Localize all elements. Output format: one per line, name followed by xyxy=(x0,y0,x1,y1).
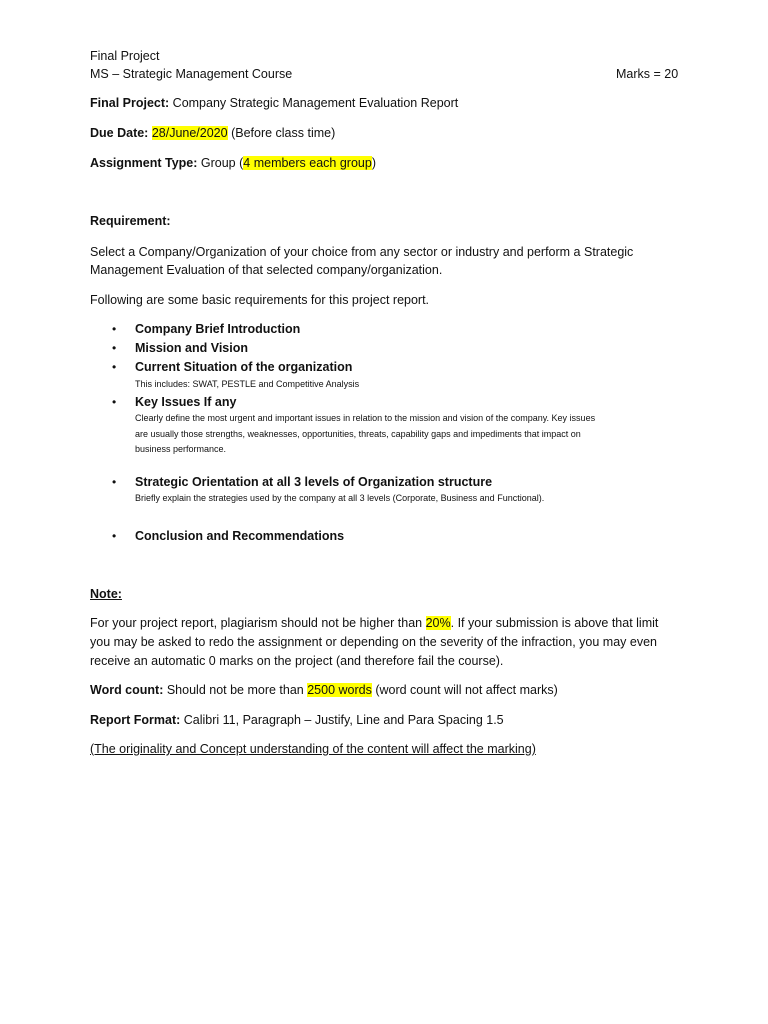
note-line3: receive an automatic 0 marks on the project (and therefore fail the course). xyxy=(90,654,504,668)
word-count-pre: Should not be more than xyxy=(163,683,308,697)
final-project-line xyxy=(90,95,458,111)
plagiarism-limit-highlight: 20% xyxy=(425,616,451,630)
note-line1-pre: For your project report, plagiarism should not be higher than xyxy=(90,616,426,630)
course-name: MS – Strategic Management Course xyxy=(90,67,293,81)
due-date-line xyxy=(90,125,335,141)
note-line1-post: . If your submission is above that limit xyxy=(450,616,659,630)
assignment-type-label: Assignment Type: xyxy=(90,156,198,170)
due-date-note: (Before class time) xyxy=(227,126,336,140)
report-format-value: Calibri 11, Paragraph – Justify, Line and Para Spacing 1.5 xyxy=(180,713,504,727)
word-count-highlight: 2500 words xyxy=(307,683,372,697)
bullet-marker: • xyxy=(112,395,117,409)
originality-note: (The originality and Concept understanding of the content will affect the marking) xyxy=(90,742,536,756)
bullet-marker: • xyxy=(112,529,117,543)
list-item-title: Company Brief Introduction xyxy=(135,322,301,336)
marks: Marks = 20 xyxy=(616,67,679,81)
list-item-title: Conclusion and Recommendations xyxy=(135,529,345,543)
group-size-highlight: 4 members each group xyxy=(243,156,372,170)
list-item-title: Key Issues If any xyxy=(135,395,237,409)
list-item-description: business performance. xyxy=(135,444,227,454)
assignment-type-value: Group ( xyxy=(197,156,244,170)
requirement-heading: Requirement: xyxy=(90,214,171,228)
list-item-title: Mission and Vision xyxy=(135,341,248,355)
bullet-marker: • xyxy=(112,360,117,374)
header-title: Final Project xyxy=(90,49,160,63)
list-item-title: Strategic Orientation at all 3 levels of Organization structure xyxy=(135,475,493,489)
report-format-line xyxy=(90,712,504,728)
requirement-intro: Following are some basic requirements for this project report. xyxy=(90,293,430,307)
final-project-label: Final Project: xyxy=(90,96,170,110)
bullet-marker: • xyxy=(112,475,117,489)
note-heading: Note: xyxy=(90,587,122,601)
word-count-line xyxy=(90,682,558,698)
requirement-para-line2: Management Evaluation of that selected company/organization. xyxy=(90,263,443,277)
final-project-value: Company Strategic Management Evaluation Report xyxy=(169,96,459,110)
assignment-type-close: ) xyxy=(371,156,376,170)
requirement-para-line1: Select a Company/Organization of your choice from any sector or industry and perform a Strategic xyxy=(90,245,634,259)
list-item-description: are usually those strengths, weaknesses, opportunities, threats, capability gaps and impediments that impact on xyxy=(135,429,581,439)
assignment-type-line xyxy=(90,155,376,171)
bullet-marker: • xyxy=(112,341,117,355)
bullet-marker: • xyxy=(112,322,117,336)
list-item-title: Current Situation of the organization xyxy=(135,360,353,374)
list-item-description: This includes: SWAT, PESTLE and Competitive Analysis xyxy=(135,379,360,389)
word-count-label: Word count: xyxy=(90,683,164,697)
due-date-label: Due Date: xyxy=(90,126,149,140)
report-format-label: Report Format: xyxy=(90,713,181,727)
note-line2: you may be asked to redo the assignment or depending on the severity of the infraction, you may even xyxy=(90,635,658,649)
list-item-description: Briefly explain the strategies used by the company at all 3 levels (Corporate, Business and Functional). xyxy=(135,493,545,503)
list-item-description: Clearly define the most urgent and important issues in relation to the mission and vision of the company. Key issues xyxy=(135,413,596,423)
note-line1 xyxy=(90,615,658,631)
due-date-value: 28/June/2020 xyxy=(151,126,228,140)
word-count-post: (word count will not affect marks) xyxy=(371,683,558,697)
